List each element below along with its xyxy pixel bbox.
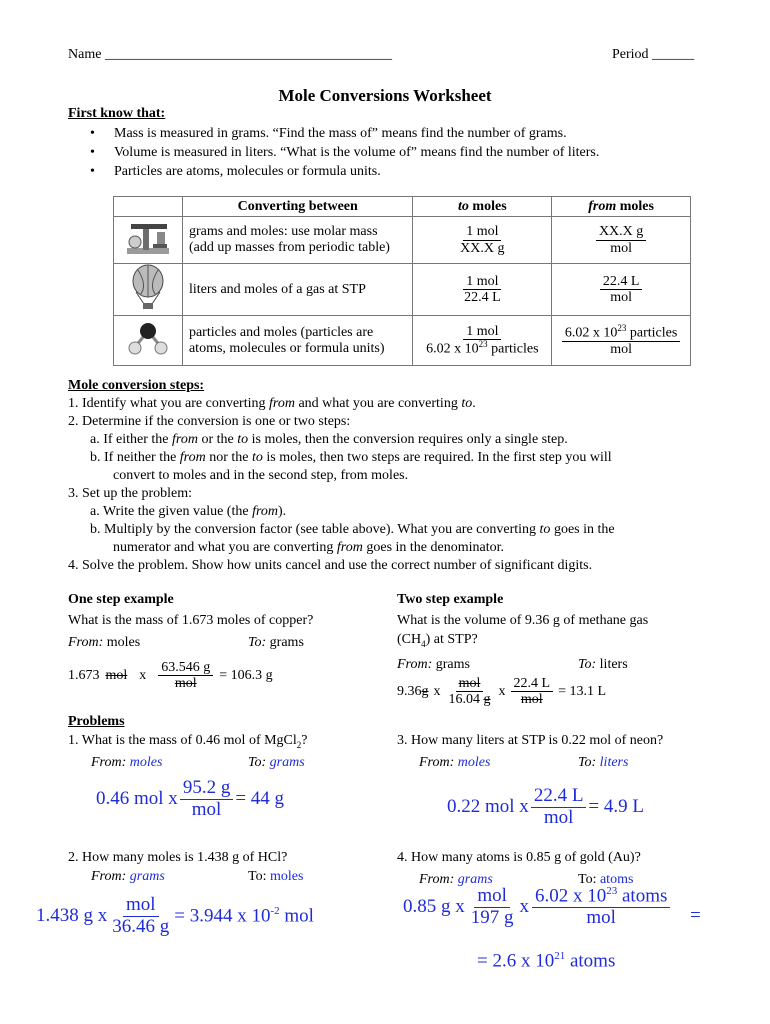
intro-heading: First know that:: [68, 106, 166, 121]
two-step-question: What is the volume of 9.36 g of methane gas: [397, 613, 649, 628]
step-3: 3. Set up the problem:: [68, 486, 193, 501]
problem-4-equals: =: [690, 905, 701, 926]
problem-4-from: From: grams: [419, 872, 493, 887]
two-step-equation: 9.36g x $\frac{\text{mol}}{16.04 g}$ x $\frac{22.4 L}{\text{mol}}$ = 13.1 L: [397, 676, 607, 708]
to-moles-factor: $\frac{\text{1 mol}}{22.4 L}$: [413, 264, 552, 316]
icon-header: [114, 197, 183, 217]
step-2a: a. If either the from or the to is moles, then the conversion requires only a single step.: [90, 432, 568, 447]
period-blank: ______: [652, 47, 695, 62]
two-step-to: To: liters: [578, 657, 628, 672]
problem-3-to: To: liters: [578, 755, 629, 770]
step-4: 4. Solve the problem. Show how units cancel and use the correct number of significant digits.: [68, 558, 593, 573]
problem-2-answer: 1.438 g x $\frac{\text{mol}}{36.46 g}$ = 3.944 x $10^{-2}$ mol: [36, 894, 314, 937]
step-3b-continued: numerator and what you are converting from goes in the denominator.: [113, 540, 505, 555]
problem-3-answer: 0.22 mol x $\frac{22.4 L}{\text{mol}}$ = 4.9 L: [447, 785, 644, 828]
intro-bullets: [68, 124, 599, 181]
problem-3-from: From: moles: [419, 755, 491, 770]
problem-4-result: = 2.6 x $10^{21}$ atoms: [477, 950, 616, 972]
one-step-heading: One step example: [68, 592, 174, 607]
conversion-steps: [68, 377, 615, 575]
from-moles-factor: $\frac{\text{XX.X g}}{\text{mol}}$: [552, 217, 691, 264]
molecule-icon: [114, 316, 183, 366]
problem-3-question: 3. How many liters at STP is 0.22 mol of neon?: [397, 733, 664, 748]
two-step-question-cont: $(CH_4)$ at STP?: [397, 632, 478, 649]
table-header-row: [114, 197, 691, 217]
one-step-question: What is the mass of 1.673 moles of copper?: [68, 613, 314, 628]
header-to-moles: to moles: [413, 197, 552, 217]
intro-bullet: • Volume is measured in liters. “What is the volume of” means find the number of liters.: [68, 143, 599, 162]
name-label: Name: [68, 47, 102, 62]
step-1: 1. Identify what you are converting from and what you are converting to.: [68, 396, 476, 411]
page-title: Mole Conversions Worksheet: [278, 86, 492, 105]
period-label: Period: [612, 47, 649, 62]
conversion-table: [113, 196, 691, 366]
from-moles-factor: $\frac{6.02 x 10^{23} particles}{\text{mol}}$: [552, 316, 691, 366]
from-moles-factor: $\frac{22.4 L}{\text{mol}}$: [552, 264, 691, 316]
step-3a: a. Write the given value (the from).: [90, 504, 287, 519]
table-row: [114, 316, 691, 366]
two-step-heading: Two step example: [397, 592, 504, 607]
problem-2-from: From: grams: [91, 869, 165, 884]
step-3b: b. Multiply by the conversion factor (see table above). What you are converting to goes in the: [90, 522, 615, 537]
intro-bullet: • Particles are atoms, molecules or formula units.: [68, 162, 599, 181]
balloon-icon: [114, 264, 183, 316]
one-step-to: To: grams: [248, 635, 304, 650]
problems-heading: Problems: [68, 714, 125, 729]
to-moles-factor: $\frac{\text{1 mol}}{\text{XX.X g}}$: [413, 217, 552, 264]
row-description: liters and moles of a gas at STP: [182, 264, 413, 316]
problem-2-to: To: moles: [248, 869, 304, 884]
two-step-from: From: grams: [397, 657, 470, 672]
problem-4-to: To: atoms: [578, 872, 634, 887]
steps-heading: Mole conversion steps:: [68, 378, 205, 393]
period-line[interactable]: [612, 47, 694, 63]
table-row: [114, 264, 691, 316]
name-line[interactable]: [68, 47, 392, 63]
one-step-from: From: moles: [68, 635, 141, 650]
problem-4-question: 4. How many atoms is 0.85 g of gold (Au)?: [397, 850, 641, 865]
name-blank: _________________________________________: [104, 47, 392, 62]
problem-1-question: 1. What is the mass of 0.46 mol of MgCl$_2$?: [68, 733, 308, 750]
table-row: [114, 217, 691, 264]
row-description: grams and moles: use molar mass (add up masses from periodic table): [182, 217, 413, 264]
step-2b: b. If neither the from nor the to is moles, then two steps are required. In the first step you will: [90, 450, 612, 465]
problem-1-from: From: moles: [91, 755, 163, 770]
one-step-equation: 1.673 mol x $\frac{63.546 g}{\text{mol}}$ = 106.3 g: [68, 660, 273, 692]
step-2: 2. Determine if the conversion is one or two steps:: [68, 414, 351, 429]
balance-icon: [114, 217, 183, 264]
problem-4-answer: 0.85 g x $\frac{\text{mol}}{197 g}$ x $\frac{6.02 x 10^{23} atoms}{\text{mol}}$: [403, 885, 670, 929]
header-from-moles: from moles: [552, 197, 691, 217]
row-description: particles and moles (particles are atoms, molecules or formula units): [182, 316, 413, 366]
to-moles-factor: $\frac{\text{1 mol}}{6.02 x 10^{23} particles}$: [413, 316, 552, 366]
intro-bullet: • Mass is measured in grams. “Find the mass of” means find the number of grams.: [68, 124, 599, 143]
step-2b-continued: convert to moles and in the second step, from moles.: [113, 468, 409, 483]
problem-1-to: To: grams: [248, 755, 305, 770]
problem-2-question: 2. How many moles is 1.438 g of HCl?: [68, 850, 288, 865]
header-between: Converting between: [182, 197, 413, 217]
problem-1-answer: 0.46 mol x $\frac{95.2 g}{\text{mol}}$ = 44 g: [96, 777, 285, 820]
